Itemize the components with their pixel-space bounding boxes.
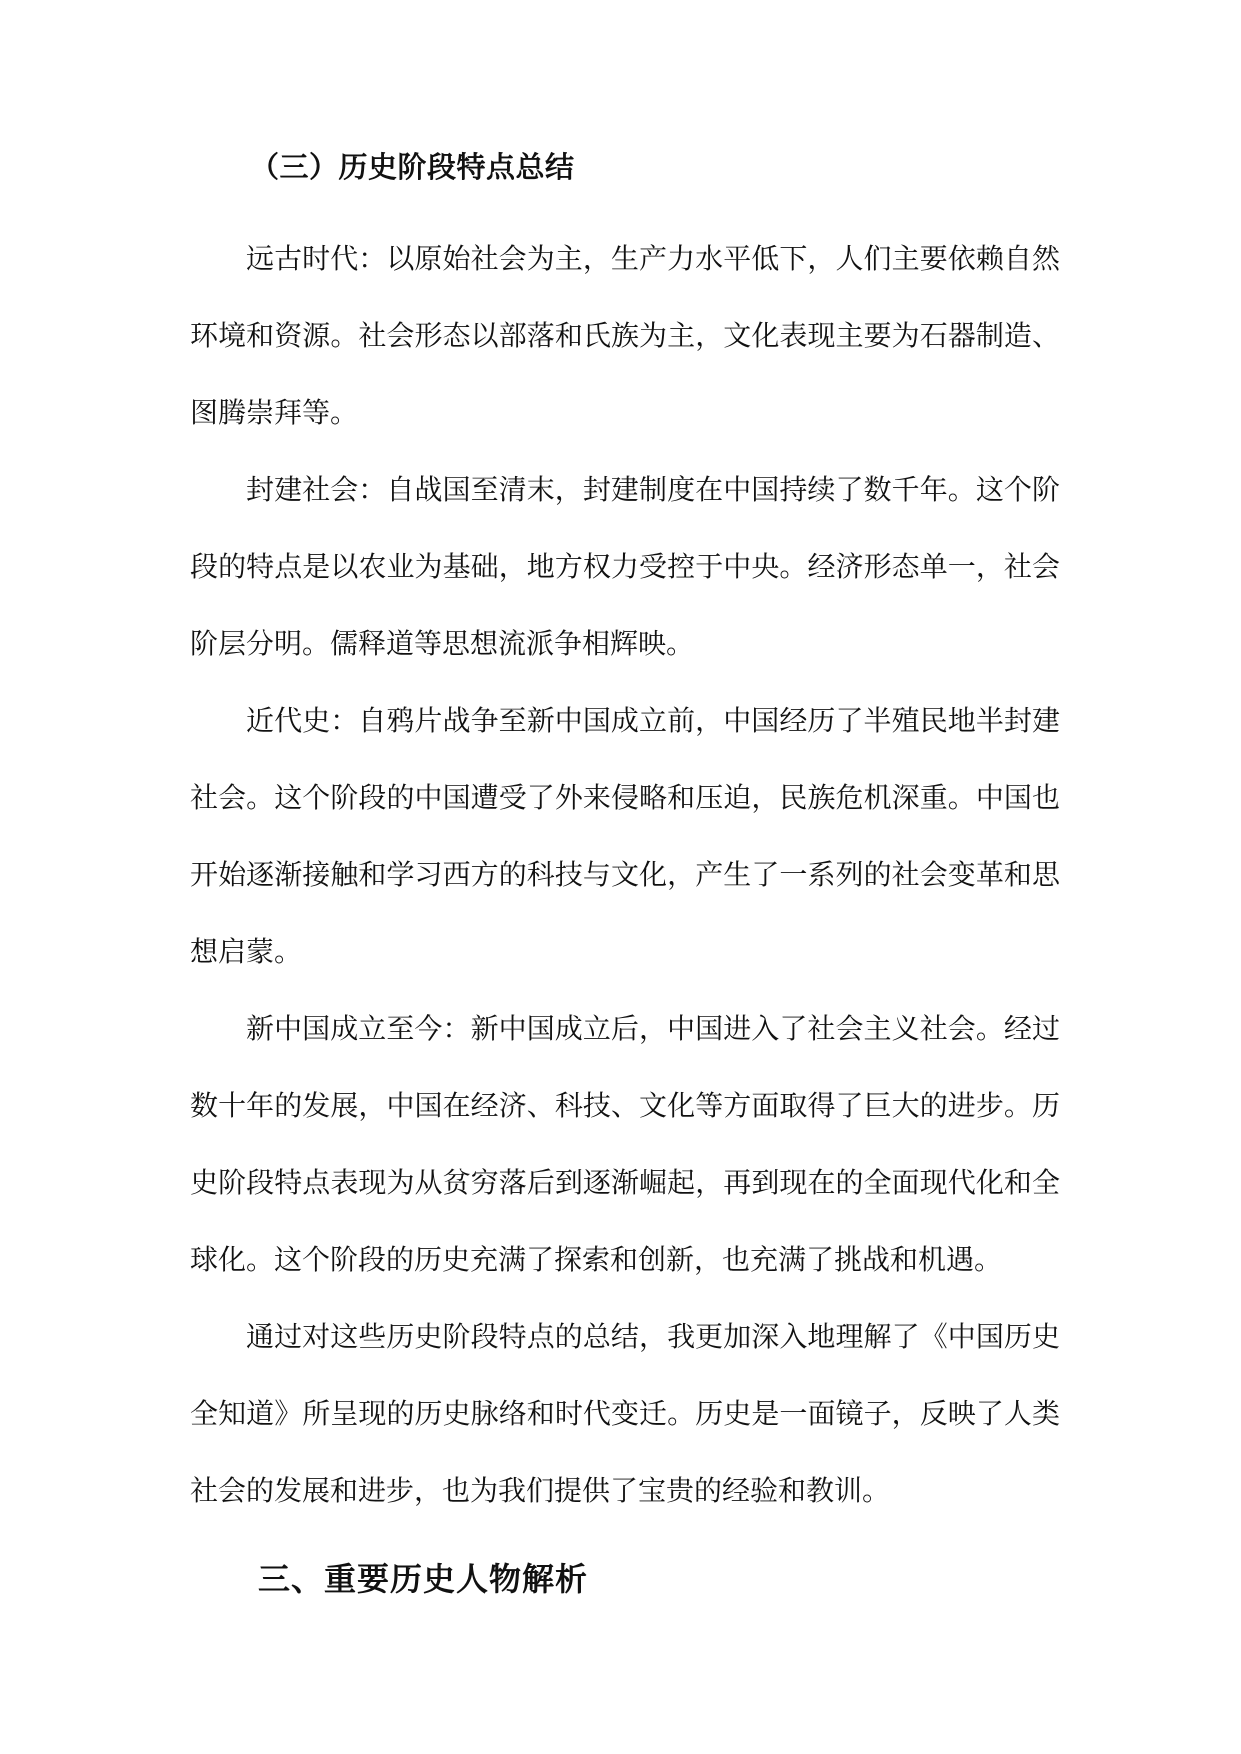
paragraph-conclusion: 通过对这些历史阶段特点的总结，我更加深入地理解了《中国历史全知道》所呈现的历史脉络和时代变迁。历史是一面镜子，反映了人类社会的发展和进步，也为我们提供了宝贵的经验和教训。: [190, 1320, 1060, 1507]
paragraph-ancient-era: 远古时代：以原始社会为主，生产力水平低下，人们主要依赖自然环境和资源。社会形态以部落和氏族为主，文化表现主要为石器制造、图腾崇拜等。: [190, 242, 1060, 429]
section-heading: 三、重要历史人物解析: [258, 1560, 589, 1598]
paragraph-feudal-society: 封建社会：自战国至清末，封建制度在中国持续了数千年。这个阶段的特点是以农业为基础，地方权力受控于中央。经济形态单一，社会阶层分明。儒释道等思想流派争相辉映。: [190, 473, 1060, 660]
paragraph-modern-history: 近代史：自鸦片战争至新中国成立前，中国经历了半殖民地半封建社会。这个阶段的中国遭受了外来侵略和压迫，民族危机深重。中国也开始逐渐接触和学习西方的科技与文化，产生了一系列的社会变革和思想启蒙。: [190, 704, 1060, 968]
body-text: [190, 220, 1060, 1529]
paragraph-new-china: 新中国成立至今：新中国成立后，中国进入了社会主义社会。经过数十年的发展，中国在经济、科技、文化等方面取得了巨大的进步。历史阶段特点表现为从贫穷落后到逐渐崛起，再到现在的全面现代化和全球化。这个阶段的历史充满了探索和创新，也充满了挑战和机遇。: [190, 1012, 1060, 1276]
section-subheading: （三）历史阶段特点总结: [250, 150, 575, 184]
